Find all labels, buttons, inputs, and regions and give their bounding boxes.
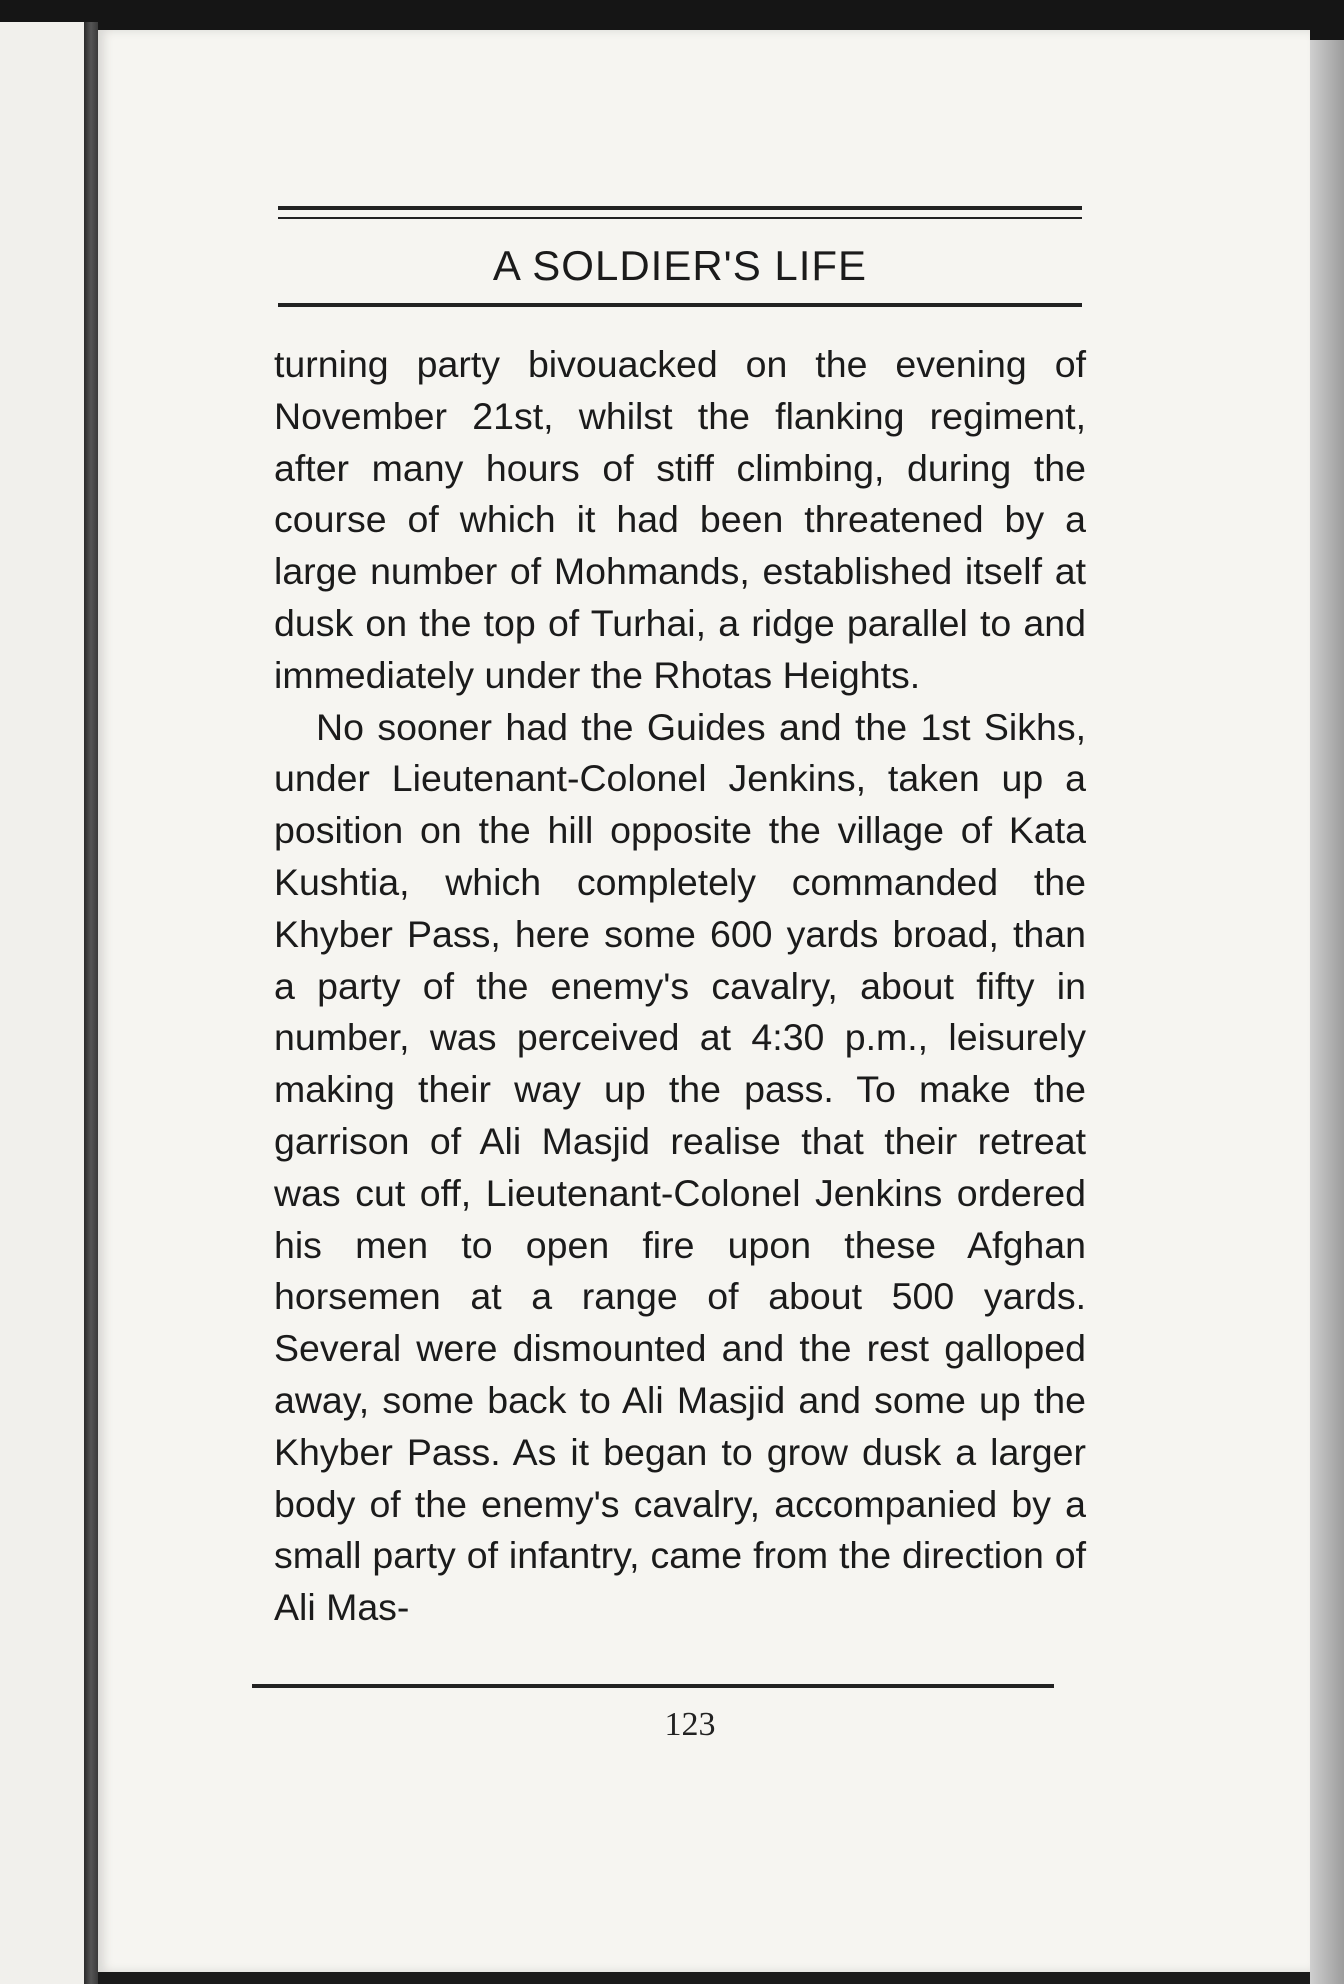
running-title: A SOLDIER'S LIFE xyxy=(492,242,868,289)
page-right-edge xyxy=(1310,40,1344,1984)
body-text xyxy=(274,339,1086,1634)
book-gutter xyxy=(84,22,98,1984)
paragraph-continued: turning party bivouacked on the evening of November 21st, whilst the flanking regiment, after many hours of stiff climbing, during the course of which it had been threatened by a large number of Mohmands, established itself at dusk on the top of Turhai, a ridge parallel to and immediately under the Rhotas Heights. xyxy=(274,343,1086,696)
footer-rule xyxy=(252,1684,1054,1688)
page-number: 123 xyxy=(664,1706,716,1743)
page-content xyxy=(170,206,1086,1634)
facing-page-edge xyxy=(0,22,85,1984)
header-double-rule xyxy=(278,206,1082,219)
header-rule xyxy=(278,303,1082,307)
paragraph: No sooner had the Guides and the 1st Sikhs, under Lieutenant-Colonel Jenkins, taken up a position on the hill opposite the village of Kata Kushtia, which completely commanded the Khyber Pass, here some 600 yards broad, than a party of the enemy's cavalry, about fifty in number, was perceived at 4:30 p.m., leisurely making their way up the pass. To make the garrison of Ali Masjid realise that their retreat was cut off, Lieutenant-Colonel Jenkins ordered his men to open fire upon these Afghan horsemen at a range of about 500 yards. Several were dismounted and the rest galloped away, some back to Ali Masjid and some up the Khyber Pass. As it began to grow dusk a larger body of the enemy's cavalry, accompanied by a small party of infantry, came from the direction of Ali Mas- xyxy=(274,705,1086,1629)
